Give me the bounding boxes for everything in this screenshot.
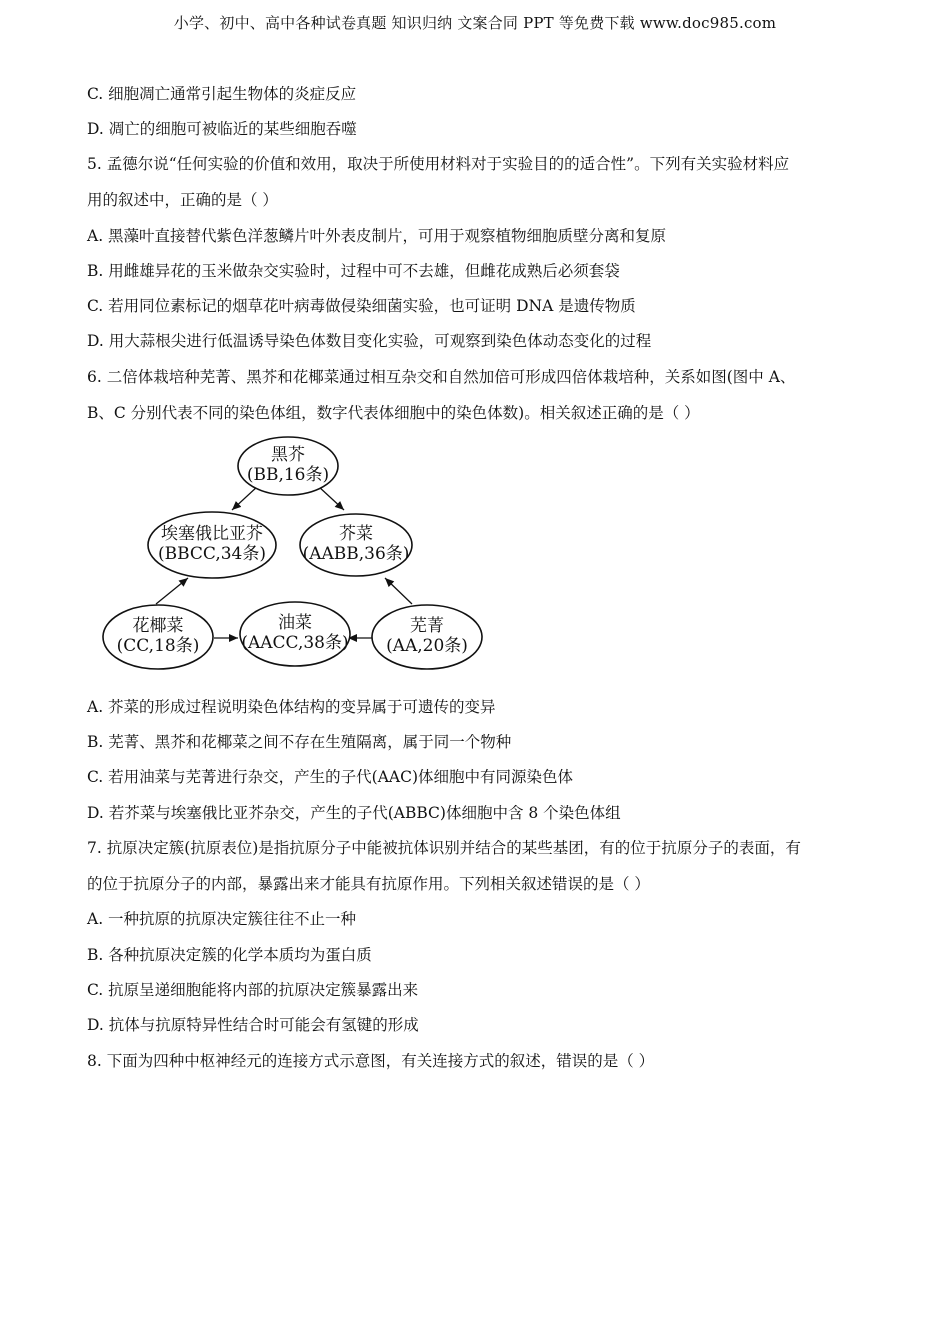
svg-text:(AA,20条): (AA,20条) <box>386 636 468 656</box>
q5-option-a: A. 黑藻叶直接替代紫色洋葱鳞片叶外表皮制片，可用于观察植物细胞质壁分离和复原 <box>87 227 667 245</box>
q6-option-b: B. 芜菁、黑芥和花椰菜之间不存在生殖隔离，属于同一个物种 <box>87 733 512 751</box>
svg-text:芥菜: 芥菜 <box>339 524 373 544</box>
svg-text:(BBCC,34条): (BBCC,34条) <box>157 544 267 564</box>
q5-option-b: B. 用雌雄异花的玉米做杂交实验时，过程中可不去雄，但雌花成熟后必须套袋 <box>87 262 620 280</box>
svg-text:(AABB,36条): (AABB,36条) <box>302 544 410 564</box>
q6-option-c: C. 若用油菜与芜菁进行杂交，产生的子代(AAC)体细胞中有同源染色体 <box>87 768 574 786</box>
page-header: 小学、初中、高中各种试卷真题 知识归纳 文案合同 PPT 等免费下载 www.doc985.com <box>173 14 777 32</box>
node-aisai <box>148 512 276 578</box>
q7-option-d: D. 抗体与抗原特异性结合时可能会有氢键的形成 <box>87 1016 419 1034</box>
node-heijie <box>238 437 338 495</box>
q6-stem-line1: 6. 二倍体栽培种芜菁、黑芥和花椰菜通过相互杂交和自然加倍可形成四倍体栽培种，关系如图(图中 A、 <box>87 368 796 386</box>
arrow-huayecai-to-aisai <box>156 578 188 604</box>
q5-option-c: C. 若用同位素标记的烟草花叶病毒做侵染细菌实验，也可证明 DNA 是遗传物质 <box>87 297 636 315</box>
q5-stem-line2: 用的叙述中，正确的是（ ） <box>87 191 278 209</box>
node-jiecai <box>300 514 412 576</box>
node-wujing <box>372 605 482 669</box>
q7-option-b: B. 各种抗原决定簇的化学本质均为蛋白质 <box>87 946 372 964</box>
q5-option-d: D. 用大蒜根尖进行低温诱导染色体数目变化实验，可观察到染色体动态变化的过程 <box>87 332 652 350</box>
node-huayecai <box>103 605 213 669</box>
q8-stem: 8. 下面为四种中枢神经元的连接方式示意图，有关连接方式的叙述，错误的是（ ） <box>87 1052 655 1070</box>
q7-option-a: A. 一种抗原的抗原决定簇往往不止一种 <box>87 910 357 928</box>
q6-stem-line2: B、C 分别代表不同的染色体组，数字代表体细胞中的染色体数)。相关叙述正确的是（ ） <box>87 404 700 422</box>
svg-text:芜菁: 芜菁 <box>410 616 444 636</box>
svg-text:埃塞俄比亚芥: 埃塞俄比亚芥 <box>161 524 263 544</box>
svg-text:(AACC,38条): (AACC,38条) <box>241 633 349 653</box>
q5-stem-line1: 5. 孟德尔说“任何实验的价值和效用，取决于所使用材料对于实验目的的适合性”。下列有关实验材料应 <box>87 155 790 173</box>
q4-option-c: C. 细胞凋亡通常引起生物体的炎症反应 <box>87 85 357 103</box>
q6-option-a: A. 芥菜的形成过程说明染色体结构的变异属于可遗传的变异 <box>87 698 496 716</box>
node-youcai <box>240 602 350 666</box>
arrow-heijie-to-aisai <box>232 486 258 510</box>
q4-option-d: D. 凋亡的细胞可被临近的某些细胞吞噬 <box>87 120 357 138</box>
svg-text:黑芥: 黑芥 <box>271 445 305 465</box>
arrow-heijie-to-jiecai <box>318 486 344 510</box>
svg-text:油菜: 油菜 <box>278 613 312 633</box>
q7-option-c: C. 抗原呈递细胞能将内部的抗原决定簇暴露出来 <box>87 981 419 999</box>
q7-stem-line2: 的位于抗原分子的内部，暴露出来才能具有抗原作用。下列相关叙述错误的是（ ） <box>87 875 650 893</box>
svg-text:(BB,16条): (BB,16条) <box>246 465 330 485</box>
svg-text:(CC,18条): (CC,18条) <box>116 636 200 656</box>
arrow-wujing-to-jiecai <box>385 578 412 604</box>
q6-option-d: D. 若芥菜与埃塞俄比亚芥杂交，产生的子代(ABBC)体细胞中含 8 个染色体组 <box>87 804 621 822</box>
q7-stem-line1: 7. 抗原决定簇(抗原表位)是指抗原分子中能被抗体识别并结合的某些基团，有的位于抗原分子的表面，有 <box>87 839 801 857</box>
svg-text:花椰菜: 花椰菜 <box>132 616 184 636</box>
chromosome-diagram <box>100 432 490 677</box>
